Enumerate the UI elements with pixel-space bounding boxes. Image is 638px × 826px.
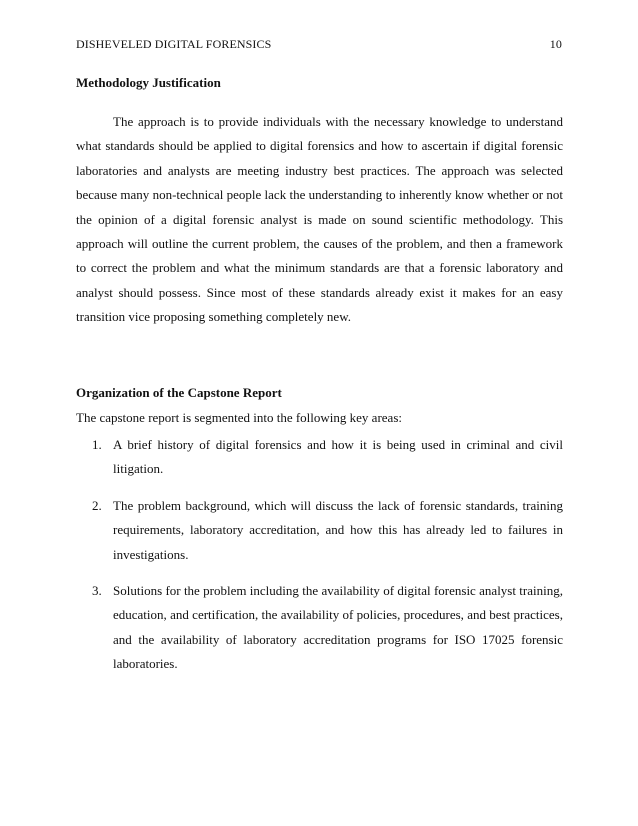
list-item-number: 1. [92, 437, 102, 452]
list-item [76, 494, 563, 567]
list-item-text: The problem background, which will discuss the lack of forensic standards, training requirements, laboratory accreditation, and how this has already led to failures in investigations. [113, 497, 563, 562]
list-item [76, 579, 563, 677]
key-areas-list [76, 433, 563, 689]
list-item-text: A brief history of digital forensics and how it is being used in criminal and civil litigation. [113, 437, 563, 477]
list-item-number: 3. [92, 583, 102, 599]
page-number: 10 [549, 37, 562, 51]
list-item [76, 433, 563, 482]
organization-intro: The capstone report is segmented into the following key areas: [76, 410, 402, 425]
running-head [76, 37, 562, 53]
methodology-paragraph: The approach is to provide individuals with the necessary knowledge to understand what standards should be applied to digital forensics and how to ascertain if digital forensic laboratories and analysts are meeting industry best practices. The approach was selected because many non-technical people lack the understanding to inherently know whether or not the opinion of a digital forensic analyst is made on sound scientific methodology. This approach will outline the current problem, the causes of the problem, and then a framework to correct the problem and what the minimum standards are that a forensic laboratory and analyst should possess. Since most of these standards already exist it makes for an easy transition vice proposing something completely new. [76, 114, 563, 325]
list-item-number: 2. [92, 497, 102, 513]
running-head-title: DISHEVELED DIGITAL FORENSICS [76, 37, 272, 51]
methodology-heading: Methodology Justification [76, 75, 221, 90]
list-item-text: Solutions for the problem including the availability of digital forensic analyst training, education, and certification, the availability of policies, procedures, and best practices, and the availability of laboratory accreditation programs for ISO 17025 forensic laboratories. [113, 583, 563, 672]
organization-heading: Organization of the Capstone Report [76, 385, 282, 400]
